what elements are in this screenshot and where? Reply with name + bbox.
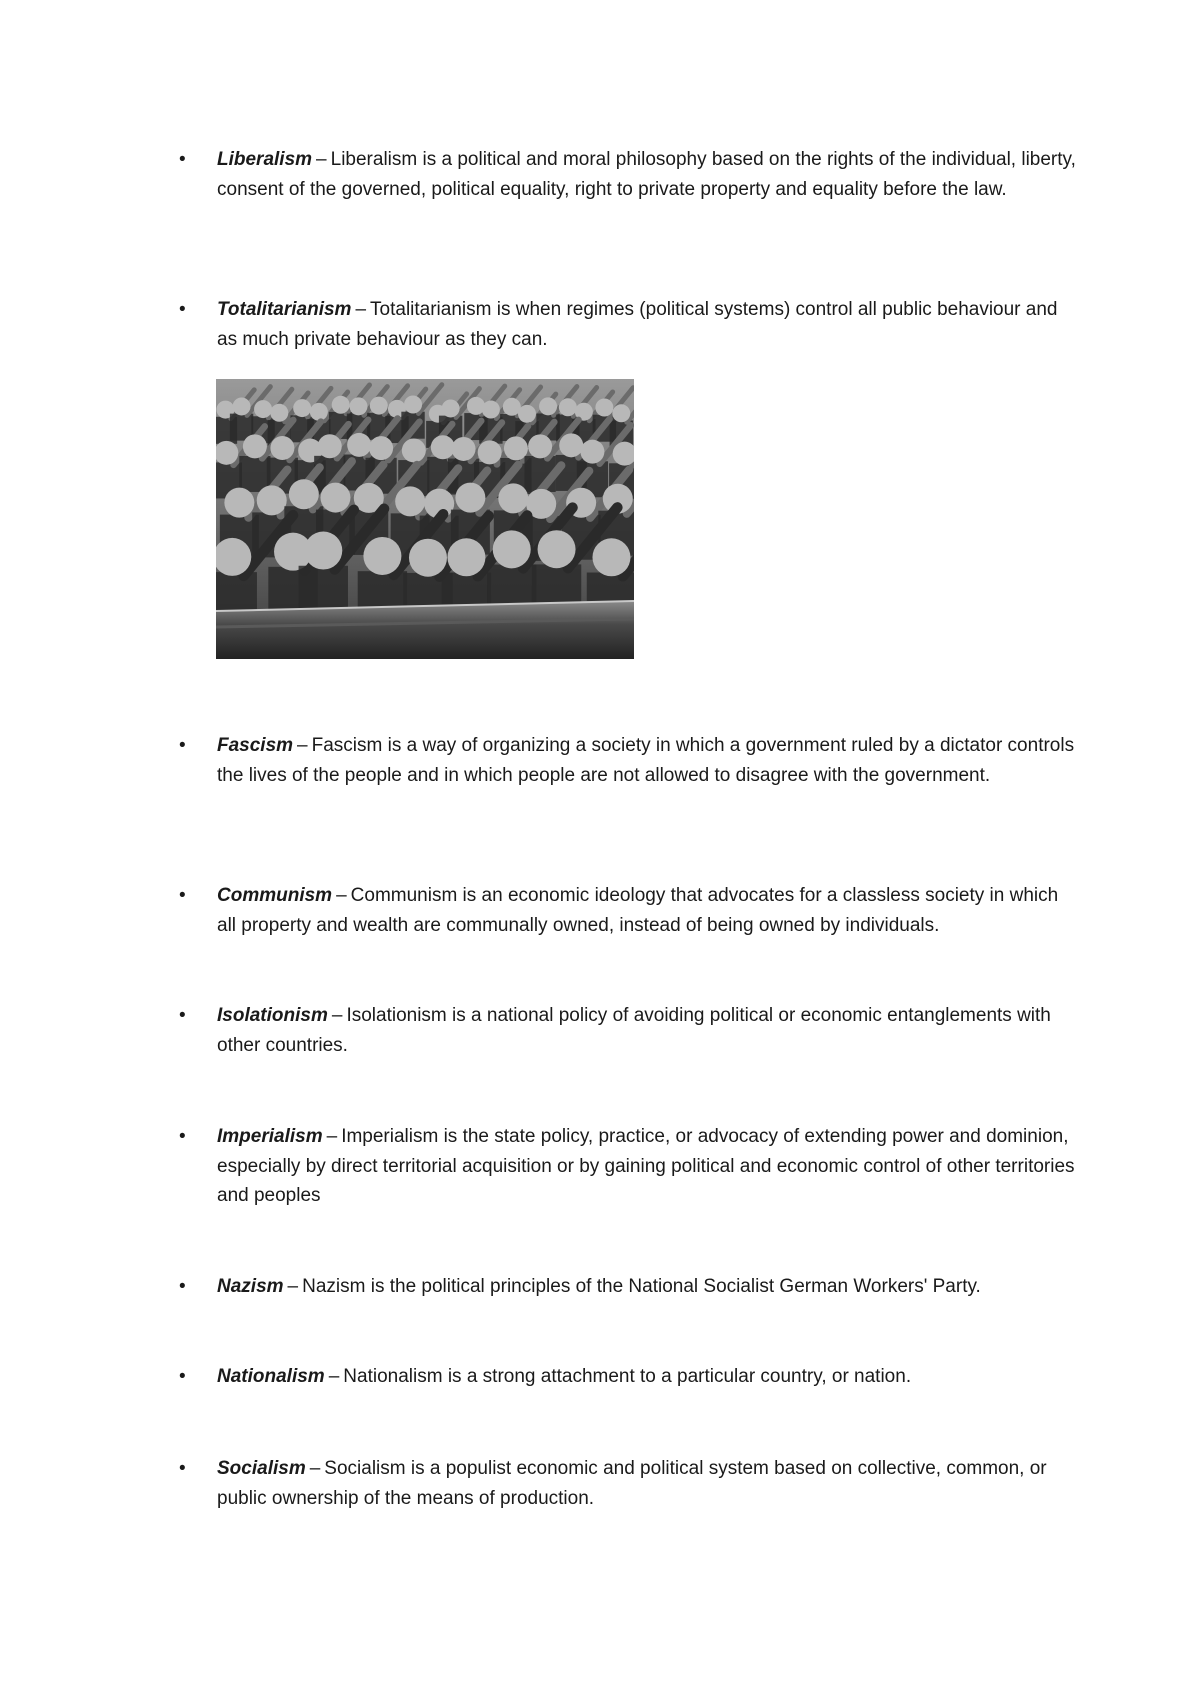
bullet-icon: • [179,885,186,906]
crowd-figure-head [455,483,485,513]
term-label: Liberalism [217,149,313,170]
definition-body: Liberalism is a political and moral philosophy based on the rights of the individual, liberty, consent of the governed, political equality, right to private property and equality before the law. [217,149,1076,200]
definition-text [217,731,1079,790]
crowd-figure-head [332,396,350,414]
separator: – [326,1126,338,1147]
crowd-figure-head [254,400,272,418]
bullet-icon: • [179,299,186,320]
crowd-figure-head [595,399,613,417]
definition-body: Nationalism is a strong attachment to a particular country, or nation. [343,1366,912,1387]
definition-body: Nazism is the political principles of the National Socialist German Workers' Party. [302,1276,981,1297]
definition-text [217,1122,1079,1211]
crowd-figure-head [592,538,630,576]
definition-body: Socialism is a populist economic and political system based on collective, common, or public ownership of the means of production. [217,1458,1047,1509]
crowd-figure-head [289,479,319,509]
bullet-icon: • [179,1005,186,1026]
definition-text [217,1362,1079,1392]
term-label: Isolationism [217,1005,328,1026]
crowd-figure-head [224,488,254,518]
bullet-icon: • [179,149,186,170]
crowd-figure-head [612,404,630,422]
crowd-figure-head [243,434,267,458]
term-label: Nationalism [217,1366,325,1387]
crowd-figure-head [257,485,287,515]
crowd-figure-head [467,397,485,415]
definition-text [217,145,1079,204]
term-label: Nazism [217,1276,284,1297]
crowd-figure-head [310,403,328,421]
definition-totalitarianism [179,295,1079,354]
crowd-figure-head [293,399,311,417]
crowd-figure-head [395,486,425,516]
crowd-figure-head [442,399,460,417]
definition-socialism [179,1454,1079,1513]
crowd-figure-head [482,401,500,419]
definition-text [217,1001,1079,1060]
crowd-figure-head [559,433,583,457]
separator: – [316,149,327,170]
term-label: Socialism [217,1458,306,1479]
crowd-figure-head [402,438,426,462]
separator: – [297,735,308,756]
crowd-figure-head [528,434,552,458]
separator: – [336,885,347,906]
crowd-figure-head [493,530,531,568]
definition-text [217,1272,1079,1302]
crowd-figure-head [539,397,557,415]
definition-body: Imperialism is the state policy, practice, or advocacy of extending power and dominion, especially by direct territorial acquisition or by gaining political and economic control of other territories and peoples [217,1126,1075,1206]
crowd-figure-head [369,436,393,460]
crowd-figure-head [347,433,371,457]
crowd-figure-head [320,483,350,513]
separator: – [331,1005,343,1026]
definition-text [217,881,1079,940]
crowd-figure-head [478,440,502,464]
bullet-icon: • [179,1126,186,1147]
crowd-figure-head [233,397,251,415]
bullet-icon: • [179,735,186,756]
crowd-figure-head [447,538,485,576]
rally-photo-image [216,379,634,659]
crowd-figure-head [498,483,528,513]
term-label: Totalitarianism [217,299,352,320]
crowd-figure-head [270,404,288,422]
term-label: Fascism [217,735,294,756]
bullet-icon: • [179,1458,186,1479]
separator: – [287,1276,299,1297]
definition-body: Totalitarianism is when regimes (political systems) control all public behaviour and as much private behaviour as they can. [217,299,1058,350]
crowd-figure-body [239,456,270,492]
definition-body: Fascism is a way of organizing a society in which a government ruled by a dictator controls the lives of the people and in which people are not allowed to disagree with the government. [217,735,1075,786]
crowd-figure-head [404,396,422,414]
crowd-figure-head [559,398,577,416]
crowd-figure-head [349,397,367,415]
definition-liberalism [179,145,1079,204]
definition-nationalism [179,1362,1079,1392]
definition-communism [179,881,1079,940]
crowd-figure-head [452,437,476,461]
definition-isolationism [179,1001,1079,1060]
term-label: Communism [217,885,333,906]
bullet-icon: • [179,1366,186,1387]
definition-imperialism [179,1122,1079,1211]
crowd-figure-head [409,539,447,577]
definition-nazism [179,1272,1079,1302]
definition-body: Isolationism is a national policy of avoiding political or economic entanglements with other countries. [217,1005,1051,1056]
crowd-figure-head [504,436,528,460]
crowd-figure-head [370,397,388,415]
crowd-figure-head [363,537,401,575]
separator: – [309,1458,321,1479]
crowd-figure-head [270,436,294,460]
separator: – [355,299,367,320]
bullet-icon: • [179,1276,186,1297]
crowd-figure-head [580,440,604,464]
crowd-figure-head [318,434,342,458]
definition-text [217,1454,1079,1513]
crowd-figure-head [431,435,455,459]
separator: – [328,1366,340,1387]
definition-body: Communism is an economic ideology that advocates for a classless society in which all property and wealth are communally owned, instead of being owned by individuals. [217,885,1059,936]
definition-fascism [179,731,1079,790]
crowd-figure-head [304,532,342,570]
term-label: Imperialism [217,1126,323,1147]
crowd-figure-head [518,405,536,423]
definition-text [217,295,1079,354]
rally-photo [216,379,634,659]
crowd-figure-head [538,530,576,568]
